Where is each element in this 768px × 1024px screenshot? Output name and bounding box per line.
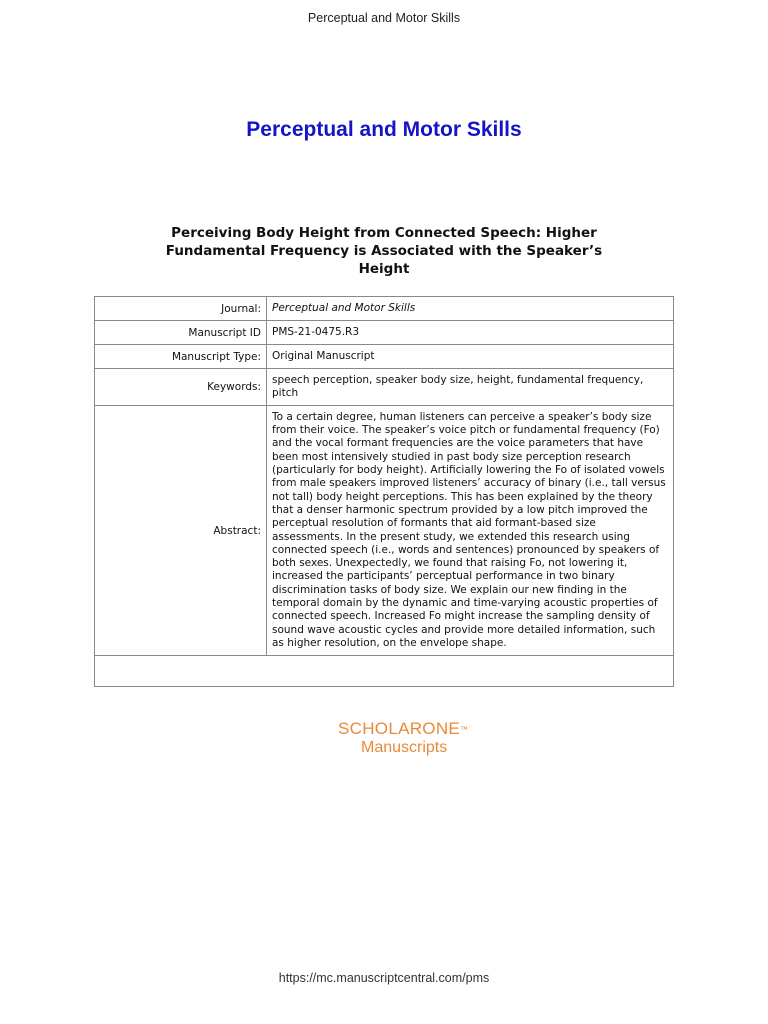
manuscript-type-label: Manuscript Type:: [95, 345, 267, 369]
logo-trademark: ™: [460, 725, 469, 734]
logo-one-text: ONE: [422, 719, 461, 738]
logo-scholar-text: SCHOLAR: [338, 719, 423, 738]
journal-label: Journal:: [95, 297, 267, 321]
table-row-empty: [95, 656, 674, 687]
running-header: Perceptual and Motor Skills: [307, 11, 461, 25]
manuscript-id-value: PMS-21-0475.R3: [267, 321, 674, 345]
paper-title: Perceiving Body Height from Connected Speech: Higher Fundamental Frequency is Associated with the Speaker’s Height: [165, 225, 603, 277]
empty-cell: [95, 656, 674, 687]
abstract-cell: [267, 406, 674, 656]
logo-manuscripts-text: Manuscripts: [361, 739, 448, 756]
manuscript-id-label: Manuscript ID: [95, 321, 267, 345]
journal-value: Perceptual and Motor Skills: [267, 297, 674, 321]
table-row-manuscript-id: [95, 321, 674, 345]
abstract-label: Abstract:: [95, 406, 267, 656]
journal-title: Perceptual and Motor Skills: [246, 118, 522, 141]
table-row-abstract: [95, 406, 674, 656]
keywords-label: Keywords:: [95, 369, 267, 406]
scholarone-manuscripts-logo: [338, 719, 468, 757]
footer-url: https://mc.manuscriptcentral.com/pms: [278, 971, 490, 985]
manuscript-metadata-table: [94, 296, 674, 687]
table-row-manuscript-type: [95, 345, 674, 369]
abstract-text: To a certain degree, human listeners can perceive a speaker’s body size from their voice. The speaker’s voice pitch or fundamental frequency (Fo) and the vocal formant frequencies are the voice parameters that have been most intensively studied in past body size perception research (particularly for body height). Artificially lowering the Fo of isolated vowels from male speakers improved listeners’ accuracy of binary (i.e., tall versus not tall) body height perceptions. This has been explained by the theory that a denser harmonic spectrum provided by a low pitch improved the perceptual resolution of formants that aid formant-based size assessments. In the present study, we extended this research using connected speech (i.e., words and sentences) pronounced by speakers of both sexes. Unexpectedly, we found that raising Fo, not lowering it, increased the participants’ perceptual performance in two binary discrimination tasks of body size. We explain our new finding in the temporal domain by the dynamic and time-varying acoustic properties of connected speech. Increased Fo might increase the sampling density of sound wave acoustic cycles and provide more detailed information, such as higher resolution, on the envelope shape.: [272, 410, 666, 649]
manuscript-type-value: Original Manuscript: [267, 345, 674, 369]
logo-wordmark: [338, 719, 468, 738]
table-row-keywords: [95, 369, 674, 406]
table-row-journal: [95, 297, 674, 321]
keywords-value: speech perception, speaker body size, height, fundamental frequency, pitch: [267, 369, 674, 406]
